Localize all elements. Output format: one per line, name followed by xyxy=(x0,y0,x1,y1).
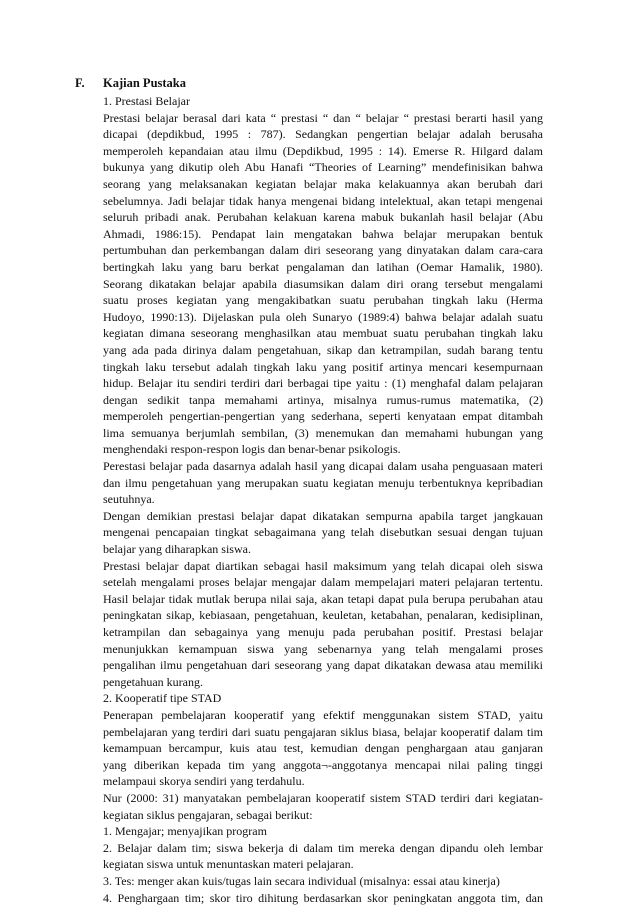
text-line: yang ada pada dirinya dalam pengetahuan, sikap dan ketrampilan, sudah barang tentu xyxy=(103,342,543,359)
text-line: seorang yang melaksanakan kegiatan belajar maka kelakuannya akan berubah dari xyxy=(103,176,543,193)
text-line: pembelajaran yang terdiri dari suatu pengajaran siklus biasa, belajar kooperatif dalam tim xyxy=(103,724,543,741)
text-line: dengan sedikit tanpa memahami artinya, misalnya rumus-rumus matematika, (2) xyxy=(103,392,543,409)
text-line: ketrampilan dan sebagainya yang menuju pada perubahan positif. Prestasi belajar xyxy=(103,624,543,641)
text-line: suatu proses kegiatan yang mengakibatkan suatu perubahan tingkah laku (Herma xyxy=(103,292,543,309)
text-line: pengetahuan kurang. xyxy=(103,674,543,691)
text-line: seutuhnya. xyxy=(103,491,543,508)
text-line: Dengan demikian prestasi belajar dapat dikatakan sempurna apabila target jangkauan xyxy=(103,508,543,525)
text-line: Prestasi belajar berasal dari kata “ prestasi “ dan “ belajar “ prestasi berarti hasil yang xyxy=(103,110,543,127)
text-line: memperoleh pengertian-pengertian yang sederhana, seperti kenyataan empat ditambah xyxy=(103,408,543,425)
section-title: Kajian Pustaka xyxy=(103,76,186,91)
text-line: peningkatan sikap, kebiasaan, pengetahuan, keuletan, ketabahan, penalaran, kedisiplinan, xyxy=(103,607,543,624)
text-line: Ahmadi, 1986:15). Pendapat lain mengatakan bahwa belajar merupakan bentuk xyxy=(103,226,543,243)
text-line: 2. Kooperatif tipe STAD xyxy=(103,690,543,707)
text-line: tingkah laku tersebut adalah tingkah laku yang positif artinya mencari kesempurnaan xyxy=(103,359,543,376)
text-line: Perestasi belajar pada dasarnya adalah hasil yang dicapai dalam usaha penguasaan materi xyxy=(103,458,543,475)
text-line: bukunya yang dikutip oleh Abu Hanafi “Theories of Learning” mendefinisikan bahwa xyxy=(103,159,543,176)
text-line: 1. Prestasi Belajar xyxy=(103,93,543,110)
text-line: lima semuanya berjumlah sembilan, (3) menemukan dan memahami hubungan yang xyxy=(103,425,543,442)
text-line: kegiatan siklus pengajaran, sebagai berikut: xyxy=(103,807,543,824)
text-line: Penerapan pembelajaran kooperatif yang efektif menggunakan sistem STAD, yaitu xyxy=(103,707,543,724)
section-body xyxy=(103,93,543,906)
text-line: menunjukkan kemampuan siswa yang sebenarnya yang telah mengalami proses xyxy=(103,641,543,658)
text-line: menghendaki respon-respon logis dan benar-benar psikologis. xyxy=(103,441,543,458)
text-line: yang diberikan kepada tim yang anggota¬-anggotanya mencapai nilai paling tinggi xyxy=(103,757,543,774)
text-line: pengalihan ilmu pengetahuan dari seseorang yang dapat dikatakan dewasa atau memiliki xyxy=(103,657,543,674)
text-line: hidup. Belajar itu sendiri terdiri dari berbagai tipe yaitu : (1) menghafal dalam pelajaran xyxy=(103,375,543,392)
text-line: kemampuan bercampur, kuis atau test, kemudian dengan penghargaan atau ganjaran xyxy=(103,740,543,757)
text-line: dicapai (depdikbud, 1995 : 787). Sedangkan pengertian belajar adalah berusaha xyxy=(103,126,543,143)
text-line: Prestasi belajar dapat diartikan sebagai hasil maksimum yang telah dicapai oleh siswa xyxy=(103,558,543,575)
text-line: 4. Penghargaan tim; skor tiro dihitung berdasarkan skor peningkatan anggota tim, dan xyxy=(103,890,543,906)
section-heading xyxy=(0,76,638,92)
text-line: melampaui skorya sendiri yang terdahulu. xyxy=(103,773,543,790)
text-line: Nur (2000: 31) manyatakan pembelajaran kooperatif sistem STAD terdiri dari kegiatan- xyxy=(103,790,543,807)
text-line: 1. Mengajar; menyajikan program xyxy=(103,823,543,840)
text-line: sebelumnya. Jadi belajar tidak hanya mengenai bidang intelektual, akan tetapi mengenai xyxy=(103,193,543,210)
text-line: dan ilmu pengetahuan yang merupakan suatu kegiatan menuju terbentuknya kepribadian xyxy=(103,475,543,492)
text-line: 2. Belajar dalam tim; siswa bekerja di dalam tim mereka dengan dipandu oleh lembar xyxy=(103,840,543,857)
text-line: seluruh pribadi anak. Perubahan kelakuan karena mabuk bukanlah hasil belajar (Abu xyxy=(103,209,543,226)
text-line: mengenai pencapaian tingkat sebagaimana yang telah disebutkan sesuai dengan tujuan xyxy=(103,524,543,541)
text-line: 3. Tes: menger akan kuis/tugas lain secara individual (misalnya: essai atau kinerja) xyxy=(103,873,543,890)
text-line: Seorang dikatakan belajar apabila diasumsikan dalam diri orang tersebut mengalami xyxy=(103,276,543,293)
text-line: kegiatan siswa untuk menuntaskan materi pelajaran. xyxy=(103,856,543,873)
text-line: bertingkah laku yang baru berkat pengalaman dan latihan (Oemar Hamalik, 1980). xyxy=(103,259,543,276)
text-line: setelah mengalami proses belajar mengajar dalam mempelajari materi pelajaran tertentu. xyxy=(103,574,543,591)
text-line: memperoleh kepandaian atau ilmu (Depdikbud, 1995 : 14). Emerse R. Hilgard dalam xyxy=(103,143,543,160)
section-number: F. xyxy=(75,76,85,91)
text-line: belajar yang diharapkan siswa. xyxy=(103,541,543,558)
text-line: Hudoyo, 1990:13). Dijelaskan pula oleh Sunaryo (1989:4) bahwa belajar adalah suatu xyxy=(103,309,543,326)
text-line: pertumbuhan dan perkembangan dalam diri seseorang yang dinyatakan dalam cara-cara xyxy=(103,242,543,259)
text-line: kegiatan dimana seseorang menghasilkan atau membuat suatu perubahan tingkah laku xyxy=(103,325,543,342)
text-line: Hasil belajar tidak mutlak berupa nilai saja, akan tetapi dapat pula berupa perubahan atau xyxy=(103,591,543,608)
